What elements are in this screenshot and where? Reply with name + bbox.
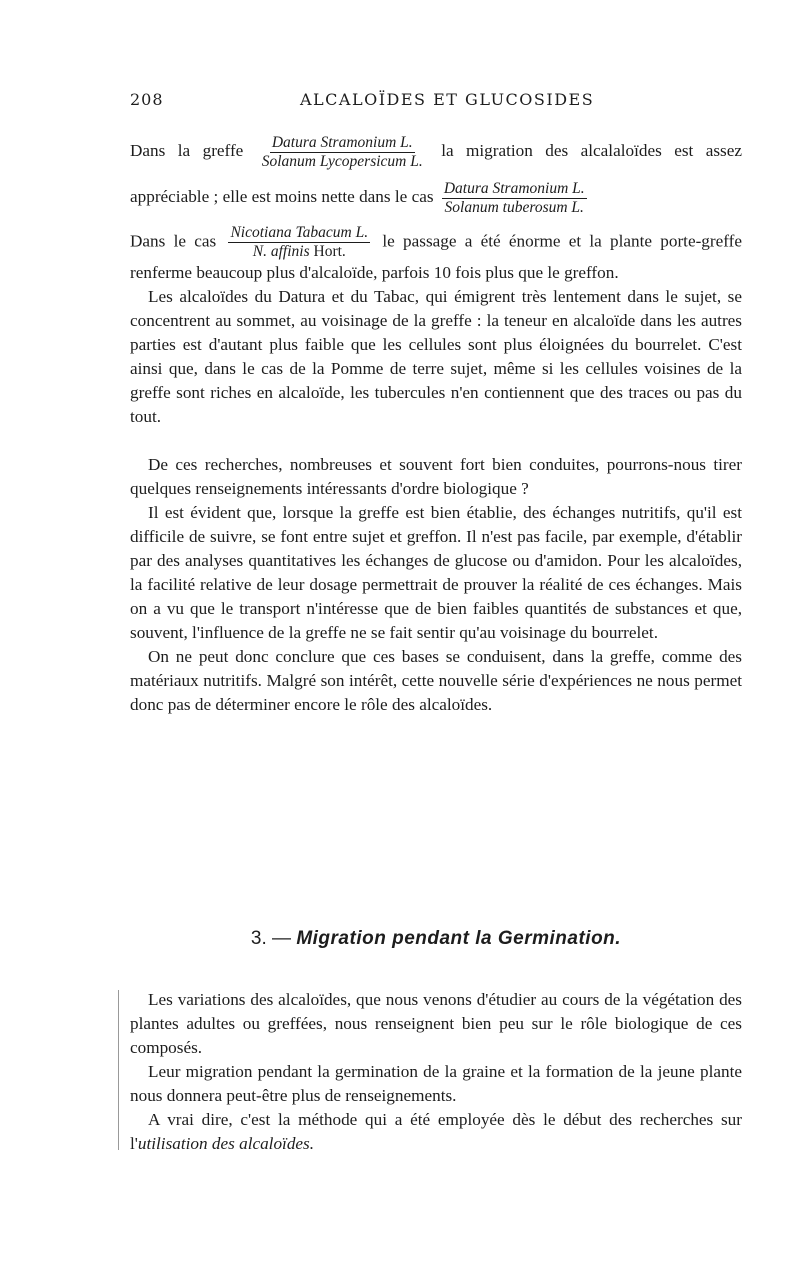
graft-fraction-1 (260, 134, 425, 171)
paragraph-5: Il est évident que, lorsque la greffe est bien établie, des échanges nutritifs, qu'il est difficile de suivre, se font entre sujet et greffon. Il n'est pas facile, par exemple, d'établir par des analyses quantitatives les échanges de glucose ou d'amidon. Pour les alcaloïdes, la facilité relative de leur dosage permettrait de prouver la réalité de ces échanges. Mais on a vu que le transport n'intéresse que de bien faibles quantités de substances et que, souvent, l'influence de la greffe ne se fait sentir qu'au voisinage du bourrelet. (130, 503, 742, 642)
section-paragraph-3-text: A vrai dire, c'est la méthode qui a été employée dès le début des recherches sur l' (130, 1110, 742, 1153)
paragraph-1-pre: Dans la greffe (130, 141, 244, 160)
graft-fraction-3-stock (251, 243, 348, 261)
section-paragraph-1: Les variations des alcaloïdes, que nous venons d'étudier au cours de la végétation des plantes adultes ou greffées, nous renseignent bien peu sur le rôle biologique de ces composés. (130, 990, 742, 1057)
section-title: Migration pendant la Germination. (296, 928, 622, 949)
paragraph-4: De ces recherches, nombreuses et souvent fort bien conduites, pourrons-nous tirer quelques renseignements intéressants d'ordre biologique ? (130, 455, 742, 498)
paragraph-1 (130, 128, 742, 220)
section-paragraph-2: Leur migration pendant la germination de la graine et la formation de la jeune plante nous donnera peut-être plus de renseignements. (130, 1062, 742, 1105)
body-text-top (130, 128, 742, 717)
page-number: 208 (130, 90, 164, 109)
margin-mark (118, 990, 119, 1150)
graft-fraction-2 (442, 180, 587, 217)
paragraph-2-pre: Dans le cas (130, 231, 217, 251)
paragraph-2 (130, 224, 742, 285)
body-text-section (130, 988, 742, 1156)
paragraph-3: Les alcaloïdes du Datura et du Tabac, qui émigrent très lentement dans le sujet, se concentrent au sommet, au voisinage de la greffe : la teneur en alcaloïde dans les autres parties est d'autant plus faible que les cellules sont plus éloignées du bourrelet. C'est ainsi que, dans le cas de la Pomme de terre sujet, même si les cellules voisines de la greffe sont riches en alcaloïde, les tubercules n'en contiennent que des traces ou pas du tout. (130, 287, 742, 426)
graft-fraction-2-stock: Solanum tuberosum L. (444, 198, 584, 216)
paragraph-1-mid: la migration des alcalaloïdes est assez appréciable ; elle est moins nette dans le cas (130, 141, 742, 206)
section-number: 3. — (250, 928, 292, 949)
graft-fraction-2-scion: Datura Stramonium L. (443, 179, 585, 197)
graft-fraction-3-scion: Nicotiana Tabacum L. (230, 224, 369, 241)
graft-fraction-3 (228, 224, 370, 261)
graft-fraction-1-stock: Solanum Lycopersicum L. (261, 152, 423, 170)
graft-fraction-3-stock-author: Hort. (313, 243, 346, 260)
graft-fraction-3-stock-species: N. affinis (252, 243, 310, 260)
paragraph-2-post: le passage a été énorme et la plante porte-greffe renferme beaucoup plus d'alcaloïde, parfois 10 fois plus que le greffon. (130, 231, 743, 282)
section-paragraph-3 (130, 1108, 742, 1156)
paragraph-6: On ne peut donc conclure que ces bases se conduisent, dans la greffe, comme des matériaux nutritifs. Malgré son intérêt, cette nouvelle série d'expériences ne nous permet donc pas de déterminer encore le rôle des alcaloïdes. (130, 647, 742, 714)
running-title: ALCALOÏDES ET GLUCOSIDES (300, 90, 595, 109)
section-paragraph-3-italic: utilisation des alcaloïdes. (137, 1134, 315, 1153)
section-heading (130, 928, 742, 950)
graft-fraction-1-scion: Datura Stramonium L. (271, 133, 413, 151)
